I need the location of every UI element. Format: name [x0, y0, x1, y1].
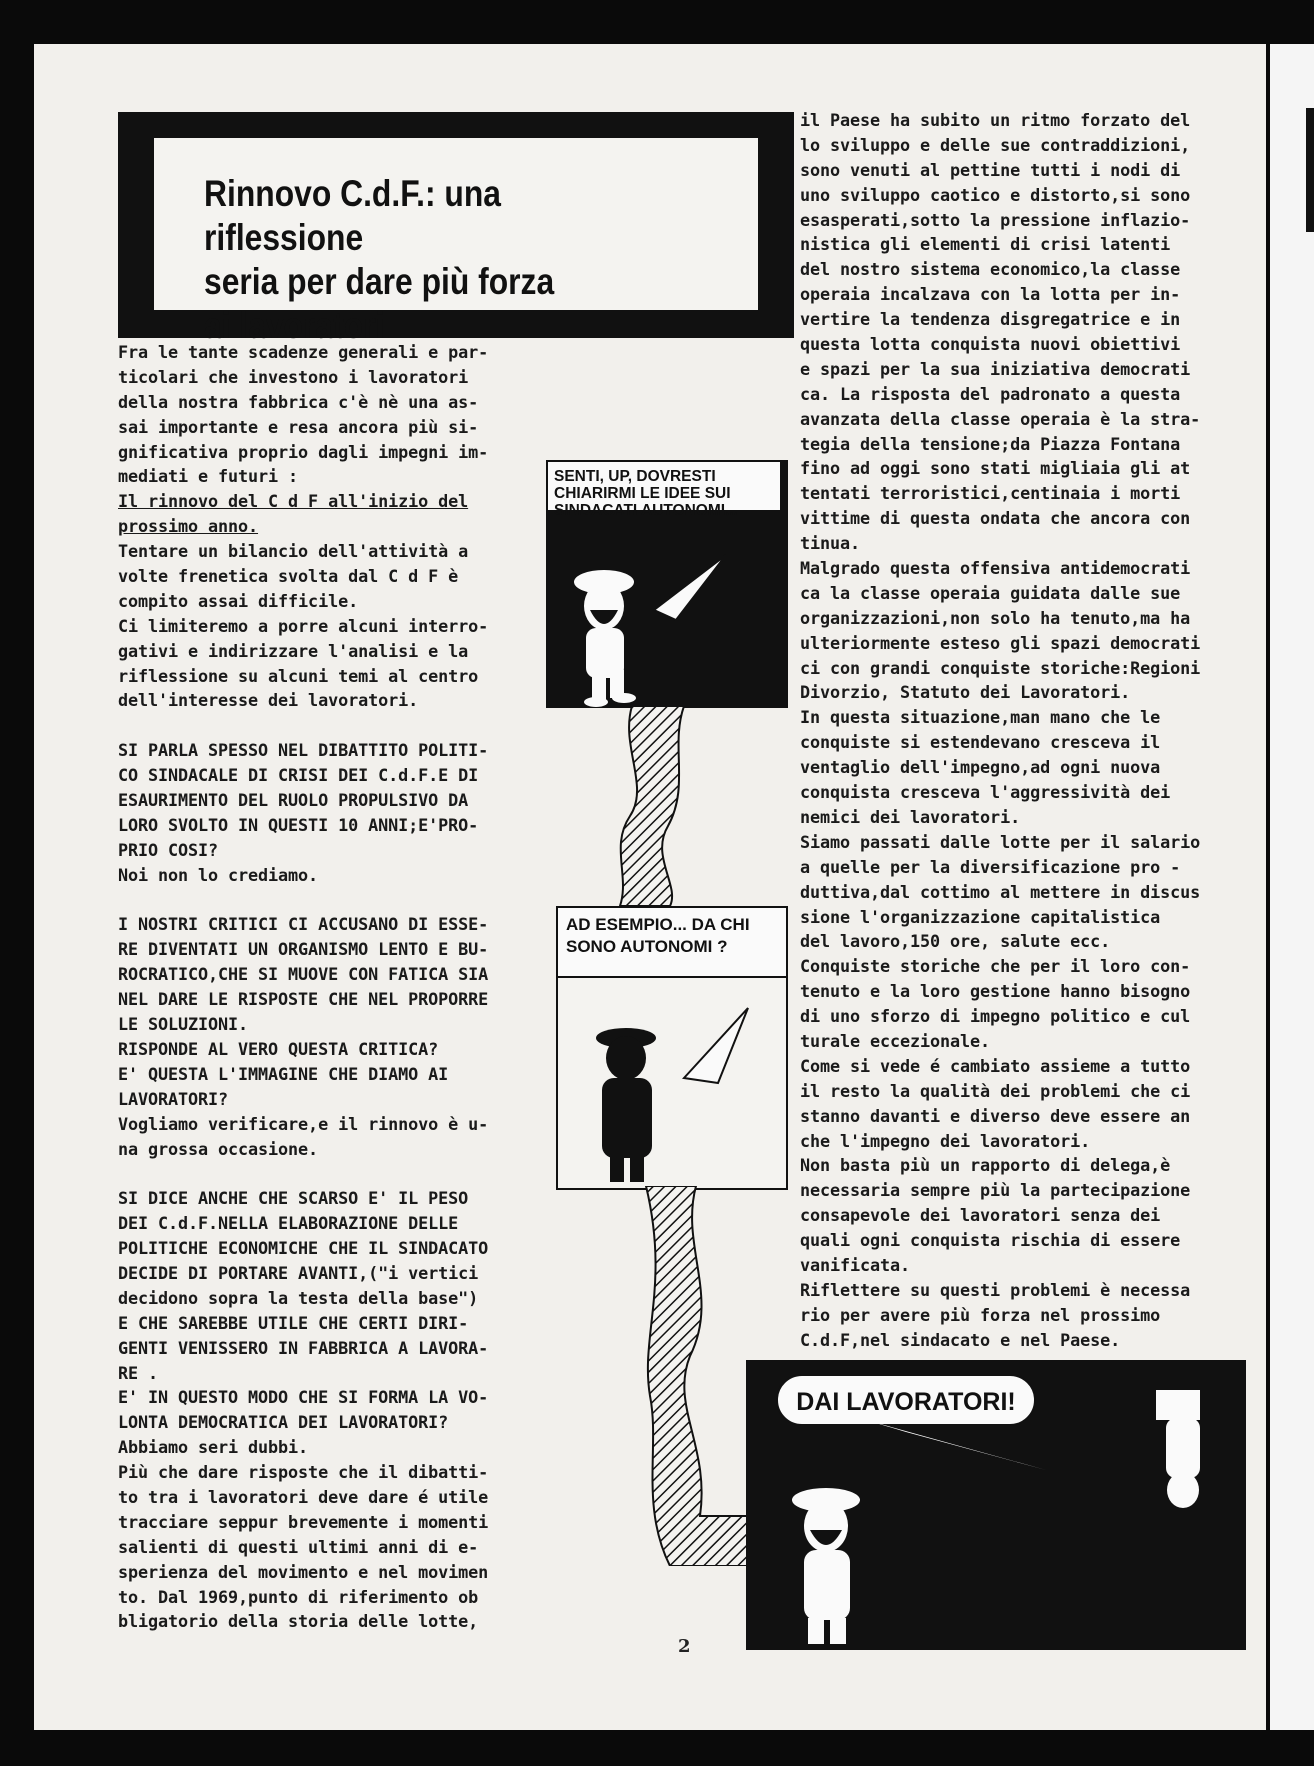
text-line: sperienza del movimento e nel movimen	[118, 1561, 489, 1582]
text-line	[118, 1161, 544, 1186]
text-line: ventaglio dell'impegno,ad ogni nuova	[800, 757, 1161, 778]
text-line: ulteriormente esteso gli spazi democrati	[800, 632, 1201, 653]
text-line: In questa situazione,man mano che le	[800, 707, 1161, 728]
text-line: E CHE SAREBBE UTILE CHE CERTI DIRI-	[118, 1312, 469, 1333]
left-text-column	[118, 340, 544, 1634]
text-line: RE DIVENTATI UN ORGANISMO LENTO E BU-	[118, 939, 489, 960]
text-line: ticolari che investono i lavoratori	[118, 366, 469, 387]
text-line: gativi e indirizzare l'analisi e la	[118, 640, 469, 661]
text-line: organizzazioni,non solo ha tenuto,ma ha	[800, 607, 1191, 628]
text-line: CO SINDACALE DI CRISI DEI C.d.F.E DI	[118, 765, 479, 786]
text-line: nemici dei lavoratori.	[800, 806, 1021, 827]
comic-panel-3	[746, 1360, 1246, 1650]
text-line: LAVORATORI?	[118, 1088, 229, 1109]
text-line: SI DICE ANCHE CHE SCARSO E' IL PESO	[118, 1188, 469, 1209]
text-line: lo sviluppo e delle sue contraddizioni,	[800, 134, 1191, 155]
text-line: bligatorio della storia delle lotte,	[118, 1611, 479, 1632]
text-line: tracciare seppur brevemente i momenti	[118, 1511, 489, 1532]
page-number: 2	[678, 1636, 691, 1657]
text-line: ROCRATICO,CHE SI MUOVE CON FATICA SIA	[118, 964, 489, 985]
text-line: della nostra fabbrica c'è nè una as-	[118, 391, 479, 412]
right-text-column	[800, 108, 1260, 1353]
text-line: prossimo anno.	[118, 516, 259, 537]
text-line: riflessione su alcuni temi al centro	[118, 665, 479, 686]
text-line: SI PARLA SPESSO NEL DIBATTITO POLITI-	[118, 740, 489, 761]
text-line: ca. La risposta del padronato a questa	[800, 383, 1181, 404]
text-line: Il rinnovo del C d F all'inizio del	[118, 491, 469, 512]
text-line: Abbiamo seri dubbi.	[118, 1437, 309, 1458]
text-line	[118, 888, 544, 913]
text-line: Fra le tante scadenze generali e par-	[118, 342, 489, 362]
text-line: Ci limiteremo a porre alcuni interro-	[118, 615, 489, 636]
text-line: Siamo passati dalle lotte per il salario	[800, 831, 1201, 852]
text-line: duttiva,dal cottimo al mettere in discus	[800, 881, 1201, 902]
title-inner	[154, 136, 758, 346]
character-walking-illustration	[546, 460, 788, 708]
text-line: Più che dare risposte che il dibatti-	[118, 1462, 489, 1483]
twisted-ribbon-1	[610, 706, 710, 906]
text-line: E' QUESTA L'IMMAGINE CHE DIAMO AI	[118, 1063, 449, 1084]
text-line: del nostro sistema economico,la classe	[800, 259, 1181, 280]
text-line: PRIO COSI?	[118, 839, 219, 860]
text-line: ESAURIMENTO DEL RUOLO PROPULSIVO DA	[118, 790, 469, 811]
text-line: che l'impegno dei lavoratori.	[800, 1130, 1091, 1151]
comic-panel-1	[546, 460, 788, 708]
text-line: quali ogni conquista rischia di essere	[800, 1230, 1181, 1251]
text-line: consapevole dei lavoratori senza dei	[800, 1205, 1161, 1226]
adjacent-page-mark	[1306, 108, 1314, 232]
speech-bubble-3: DAI LAVORATORI!	[776, 1374, 1036, 1426]
text-line: POLITICHE ECONOMICHE CHE IL SINDACATO	[118, 1238, 489, 1259]
text-line: sione l'organizzazione capitalistica	[800, 906, 1161, 927]
text-line: E' IN QUESTO MODO CHE SI FORMA LA VO-	[118, 1387, 489, 1408]
text-line: volte frenetica svolta dal C d F è	[118, 566, 459, 587]
text-line: vanificata.	[800, 1254, 911, 1275]
text-line	[118, 713, 544, 738]
text-line: Riflettere su questi problemi è necessa	[800, 1279, 1191, 1300]
text-line: LE SOLUZIONI.	[118, 1014, 249, 1035]
text-line: questa lotta conquista nuovi obiettivi	[800, 334, 1181, 355]
text-line: DECIDE DI PORTARE AVANTI,("i vertici	[118, 1262, 479, 1283]
text-line: Tentare un bilancio dell'attività a	[118, 541, 469, 562]
text-line: Come si vede é cambiato assieme a tutto	[800, 1055, 1191, 1076]
text-line: NEL DARE LE RISPOSTE CHE NEL PROPORRE	[118, 989, 489, 1010]
text-line: GENTI VENISSERO IN FABBRICA A LAVORA-	[118, 1337, 489, 1358]
text-line: to tra i lavoratori deve dare é utile	[118, 1486, 489, 1507]
text-line: ci con grandi conquiste storiche:Regioni	[800, 657, 1201, 678]
text-line: to. Dal 1969,punto di riferimento ob	[118, 1586, 479, 1607]
text-line: Vogliamo verificare,e il rinnovo è u-	[118, 1113, 489, 1134]
text-line: DEI C.d.F.NELLA ELABORAZIONE DELLE	[118, 1213, 459, 1234]
text-line: sai importante e resa ancora più si-	[118, 416, 479, 437]
text-line: a quelle per la diversificazione pro -	[800, 856, 1181, 877]
text-line: vittime di questa ondata che ancora con	[800, 508, 1191, 529]
text-line: e spazi per la sua iniziativa democrati	[800, 358, 1191, 379]
comic-panel-2	[556, 906, 788, 1190]
text-line: operaia incalzava con la lotta per in-	[800, 284, 1181, 305]
text-line: dell'interesse dei lavoratori.	[118, 690, 419, 711]
adjacent-page-edge	[1270, 44, 1314, 1730]
text-line: di uno sforzo di impegno politico e cul	[800, 1006, 1191, 1027]
text-line: Divorzio, Statuto dei Lavoratori.	[800, 682, 1131, 703]
text-line: RE .	[118, 1362, 159, 1383]
title-box	[118, 112, 794, 346]
text-line: rio per avere più forza nel prossimo	[800, 1304, 1161, 1325]
text-line: tenuto e la loro gestione hanno bisogno	[800, 981, 1191, 1002]
page-title	[204, 172, 668, 348]
text-line: il Paese ha subito un ritmo forzato del	[800, 110, 1191, 130]
text-line: na grossa occasione.	[118, 1138, 319, 1159]
text-line: vertire la tendenza disgregatrice e in	[800, 309, 1181, 330]
text-line: esasperati,sotto la pressione inflazio-	[800, 209, 1191, 230]
text-line: tinua.	[800, 533, 861, 554]
text-line: decidono sopra la testa della base")	[118, 1287, 479, 1308]
text-line: stanno davanti e diverso deve essere an	[800, 1105, 1191, 1126]
speech-box-1: SENTI, UP, DOVRESTI CHIARIRMI LE IDEE SUI SINDACATI AUTONOMI...	[546, 460, 782, 512]
title-line-3: ai lavoratori	[204, 305, 385, 346]
text-line: sono venuti al pettine tutti i nodi di	[800, 159, 1181, 180]
speech-box-2: AD ESEMPIO... DA CHI SONO AUTONOMI ?	[558, 908, 786, 978]
text-line: Non basta più un rapporto di delega,è	[800, 1155, 1171, 1176]
character-silhouette-illustration	[558, 908, 786, 1188]
text-line: mediati e futuri :	[118, 466, 299, 487]
text-line: I NOSTRI CRITICI CI ACCUSANO DI ESSE-	[118, 914, 489, 935]
text-line: RISPONDE AL VERO QUESTA CRITICA?	[118, 1038, 439, 1059]
text-line: ca la classe operaia guidata dalle sue	[800, 582, 1181, 603]
text-line: salienti di questi ultimi anni di e-	[118, 1536, 479, 1557]
text-line: il resto la qualità dei problemi che ci	[800, 1080, 1191, 1101]
text-line: uno sviluppo caotico e distorto,si sono	[800, 184, 1191, 205]
text-line: Malgrado questa offensiva antidemocrati	[800, 558, 1191, 579]
text-line: conquiste si estendevano cresceva il	[800, 732, 1161, 753]
twisted-ribbon-2	[630, 1186, 760, 1566]
title-line-2: seria per dare più forza	[204, 261, 555, 302]
text-line: fino ad oggi sono stati migliaia gli at	[800, 458, 1191, 479]
text-line: Noi non lo crediamo.	[118, 864, 319, 885]
text-line: necessaria sempre più la partecipazione	[800, 1180, 1191, 1201]
character-illustration-3	[746, 1360, 1246, 1650]
text-line: LORO SVOLTO IN QUESTI 10 ANNI;E'PRO-	[118, 814, 479, 835]
text-line: conquista cresceva l'aggressività dei	[800, 782, 1171, 803]
text-line: nistica gli elementi di crisi latenti	[800, 234, 1171, 255]
text-line: Conquiste storiche che per il loro con-	[800, 956, 1191, 977]
text-line: LONTA DEMOCRATICA DEI LAVORATORI?	[118, 1412, 449, 1433]
title-line-1: Rinnovo C.d.F.: una riflessione	[204, 173, 501, 258]
text-line: compito assai difficile.	[118, 590, 359, 611]
text-line: C.d.F,nel sindacato e nel Paese.	[800, 1329, 1121, 1350]
text-line: turale eccezionale.	[800, 1030, 991, 1051]
text-line: avanzata della classe operaia è la stra-	[800, 408, 1201, 429]
text-line: gnificativa proprio dagli impegni im-	[118, 441, 489, 462]
text-line: del lavoro,150 ore, salute ecc.	[800, 931, 1111, 952]
text-line: tegia della tensione;da Piazza Fontana	[800, 433, 1181, 454]
text-line: tentati terroristici,centinaia i morti	[800, 483, 1181, 504]
